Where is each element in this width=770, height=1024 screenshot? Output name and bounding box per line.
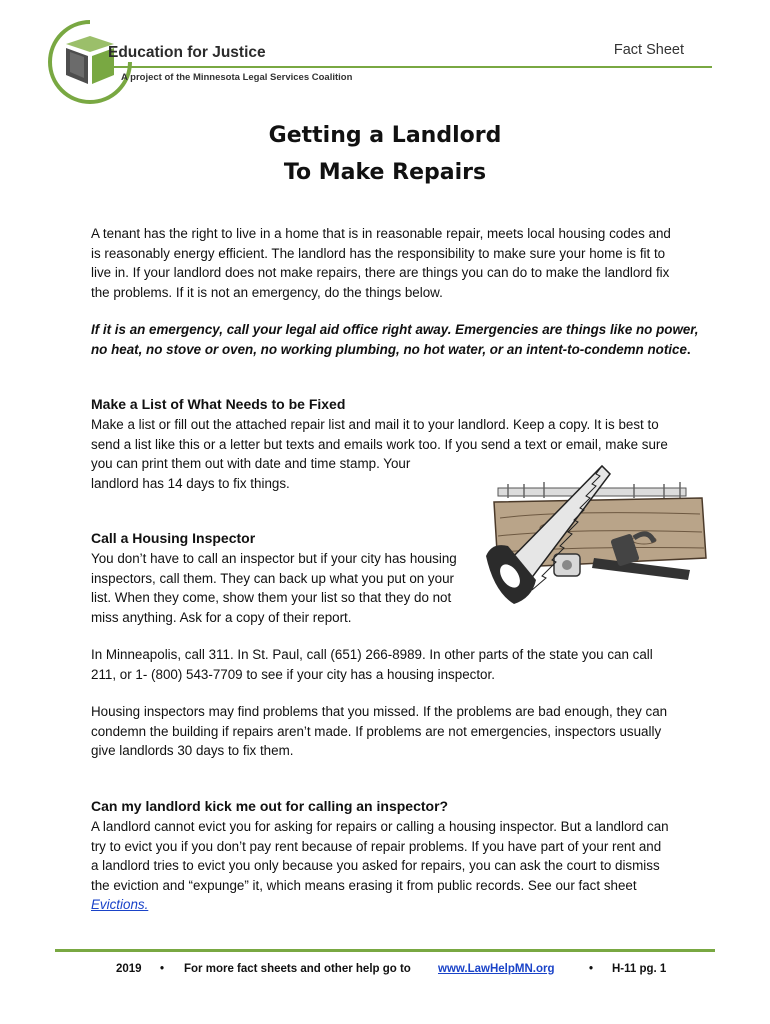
section-heading-make-list: Make a List of What Needs to be Fixed (91, 396, 346, 412)
intro-line: live in. If your landlord does not make repairs, there are things you can do to make the landlord fix (91, 265, 670, 280)
header-divider (108, 66, 712, 68)
education-for-justice-logo-icon (46, 18, 134, 106)
section-heading-eviction: Can my landlord kick me out for calling an inspector? (91, 798, 449, 814)
brand-title: Education for Justice (108, 44, 266, 61)
inspector-line: You don’t have to call an inspector but if your city has housing (91, 551, 457, 566)
brand-subtitle: A project of the Minnesota Legal Services Coalition (121, 72, 353, 83)
inspector-line: inspectors, call them. They can back up what you put on your (91, 570, 454, 586)
intro-line: the problems. If it is not an emergency, do the things below. (91, 284, 443, 300)
section-heading-housing-inspector: Call a Housing Inspector (91, 530, 256, 546)
emergency-line (91, 340, 701, 360)
make-list-line: send a list like this or a letter but texts and emails work too. If you send a text or email, make sure (91, 436, 668, 452)
lawhelpmn-link[interactable]: www.LawHelpMN.org (438, 963, 555, 975)
footer-bullet: • (589, 963, 594, 975)
phone-line: 211, or 1- (800) 543-7709 to see if your city has a housing inspector. (91, 666, 495, 682)
emergency-line: If it is an emergency, call your legal aid office right away. Emergencies are things like no power, (91, 322, 699, 337)
inspector-line: miss anything. Ask for a copy of their report. (91, 609, 352, 625)
footer-more-text: For more fact sheets and other help go to (184, 963, 411, 975)
inspector-line: list. When they come, show them your list so that they do not (91, 590, 452, 605)
findings-line: condemn the building if repairs aren’t made. If problems are not emergencies, inspectors usually (91, 723, 662, 739)
saw-hammer-plank-icon (484, 458, 714, 618)
footer-year: 2019 (116, 963, 142, 975)
intro-paragraph (91, 224, 701, 302)
page-title-line-1: Getting a Landlord (268, 123, 502, 148)
footer-divider (55, 949, 715, 952)
findings-line: give landlords 30 days to fix them. (91, 743, 294, 758)
inspector-paragraph (91, 549, 486, 627)
eviction-paragraph (91, 817, 701, 915)
document-type-label: Fact Sheet (613, 42, 684, 58)
intro-line: is reasonably energy efficient. The landlord has the responsibility to make sure your home is fit to (91, 245, 666, 261)
eviction-line: A landlord cannot evict you for asking for repairs or calling a housing inspector. But a landlord can (91, 819, 669, 834)
inspector-phone-paragraph (91, 645, 701, 684)
make-list-line: you can print them out with date and time stamp. Your (91, 456, 411, 471)
eviction-line: a landlord tries to evict you only because you asked for repairs, you can ask the court to dismiss (91, 858, 660, 873)
emergency-line-text: no heat, no stove or oven, no working plumbing, no hot water, or an intent-to-condemn notice (91, 341, 687, 357)
eviction-line: try to evict you if you don’t pay rent because of repair problems. If you have part of your rent and (91, 838, 662, 854)
emergency-period: . (686, 341, 691, 357)
phone-line: In Minneapolis, call 311. In St. Paul, call (651) 266-8989. In other parts of the state you can call (91, 647, 653, 662)
page-title-line-2: To Make Repairs (283, 160, 487, 185)
eviction-line: the eviction and “expunge” it, which means erasing it from public records. See our fact sheet (91, 877, 637, 893)
make-list-line: Make a list or fill out the attached repair list and mail it to your landlord. Keep a copy. It is best to (91, 417, 659, 432)
intro-line: A tenant has the right to live in a home that is in reasonable repair, meets local housing codes and (91, 226, 671, 241)
make-list-line: landlord has 14 days to fix things. (91, 475, 290, 491)
findings-line: Housing inspectors may find problems that you missed. If the problems are bad enough, they can (91, 704, 668, 719)
footer-bullet: • (160, 963, 165, 975)
inspector-findings-paragraph (91, 702, 701, 761)
emergency-paragraph (91, 320, 701, 359)
footer-page-ref: H-11 pg. 1 (612, 963, 667, 975)
evictions-fact-sheet-link[interactable]: Evictions. (91, 897, 149, 912)
